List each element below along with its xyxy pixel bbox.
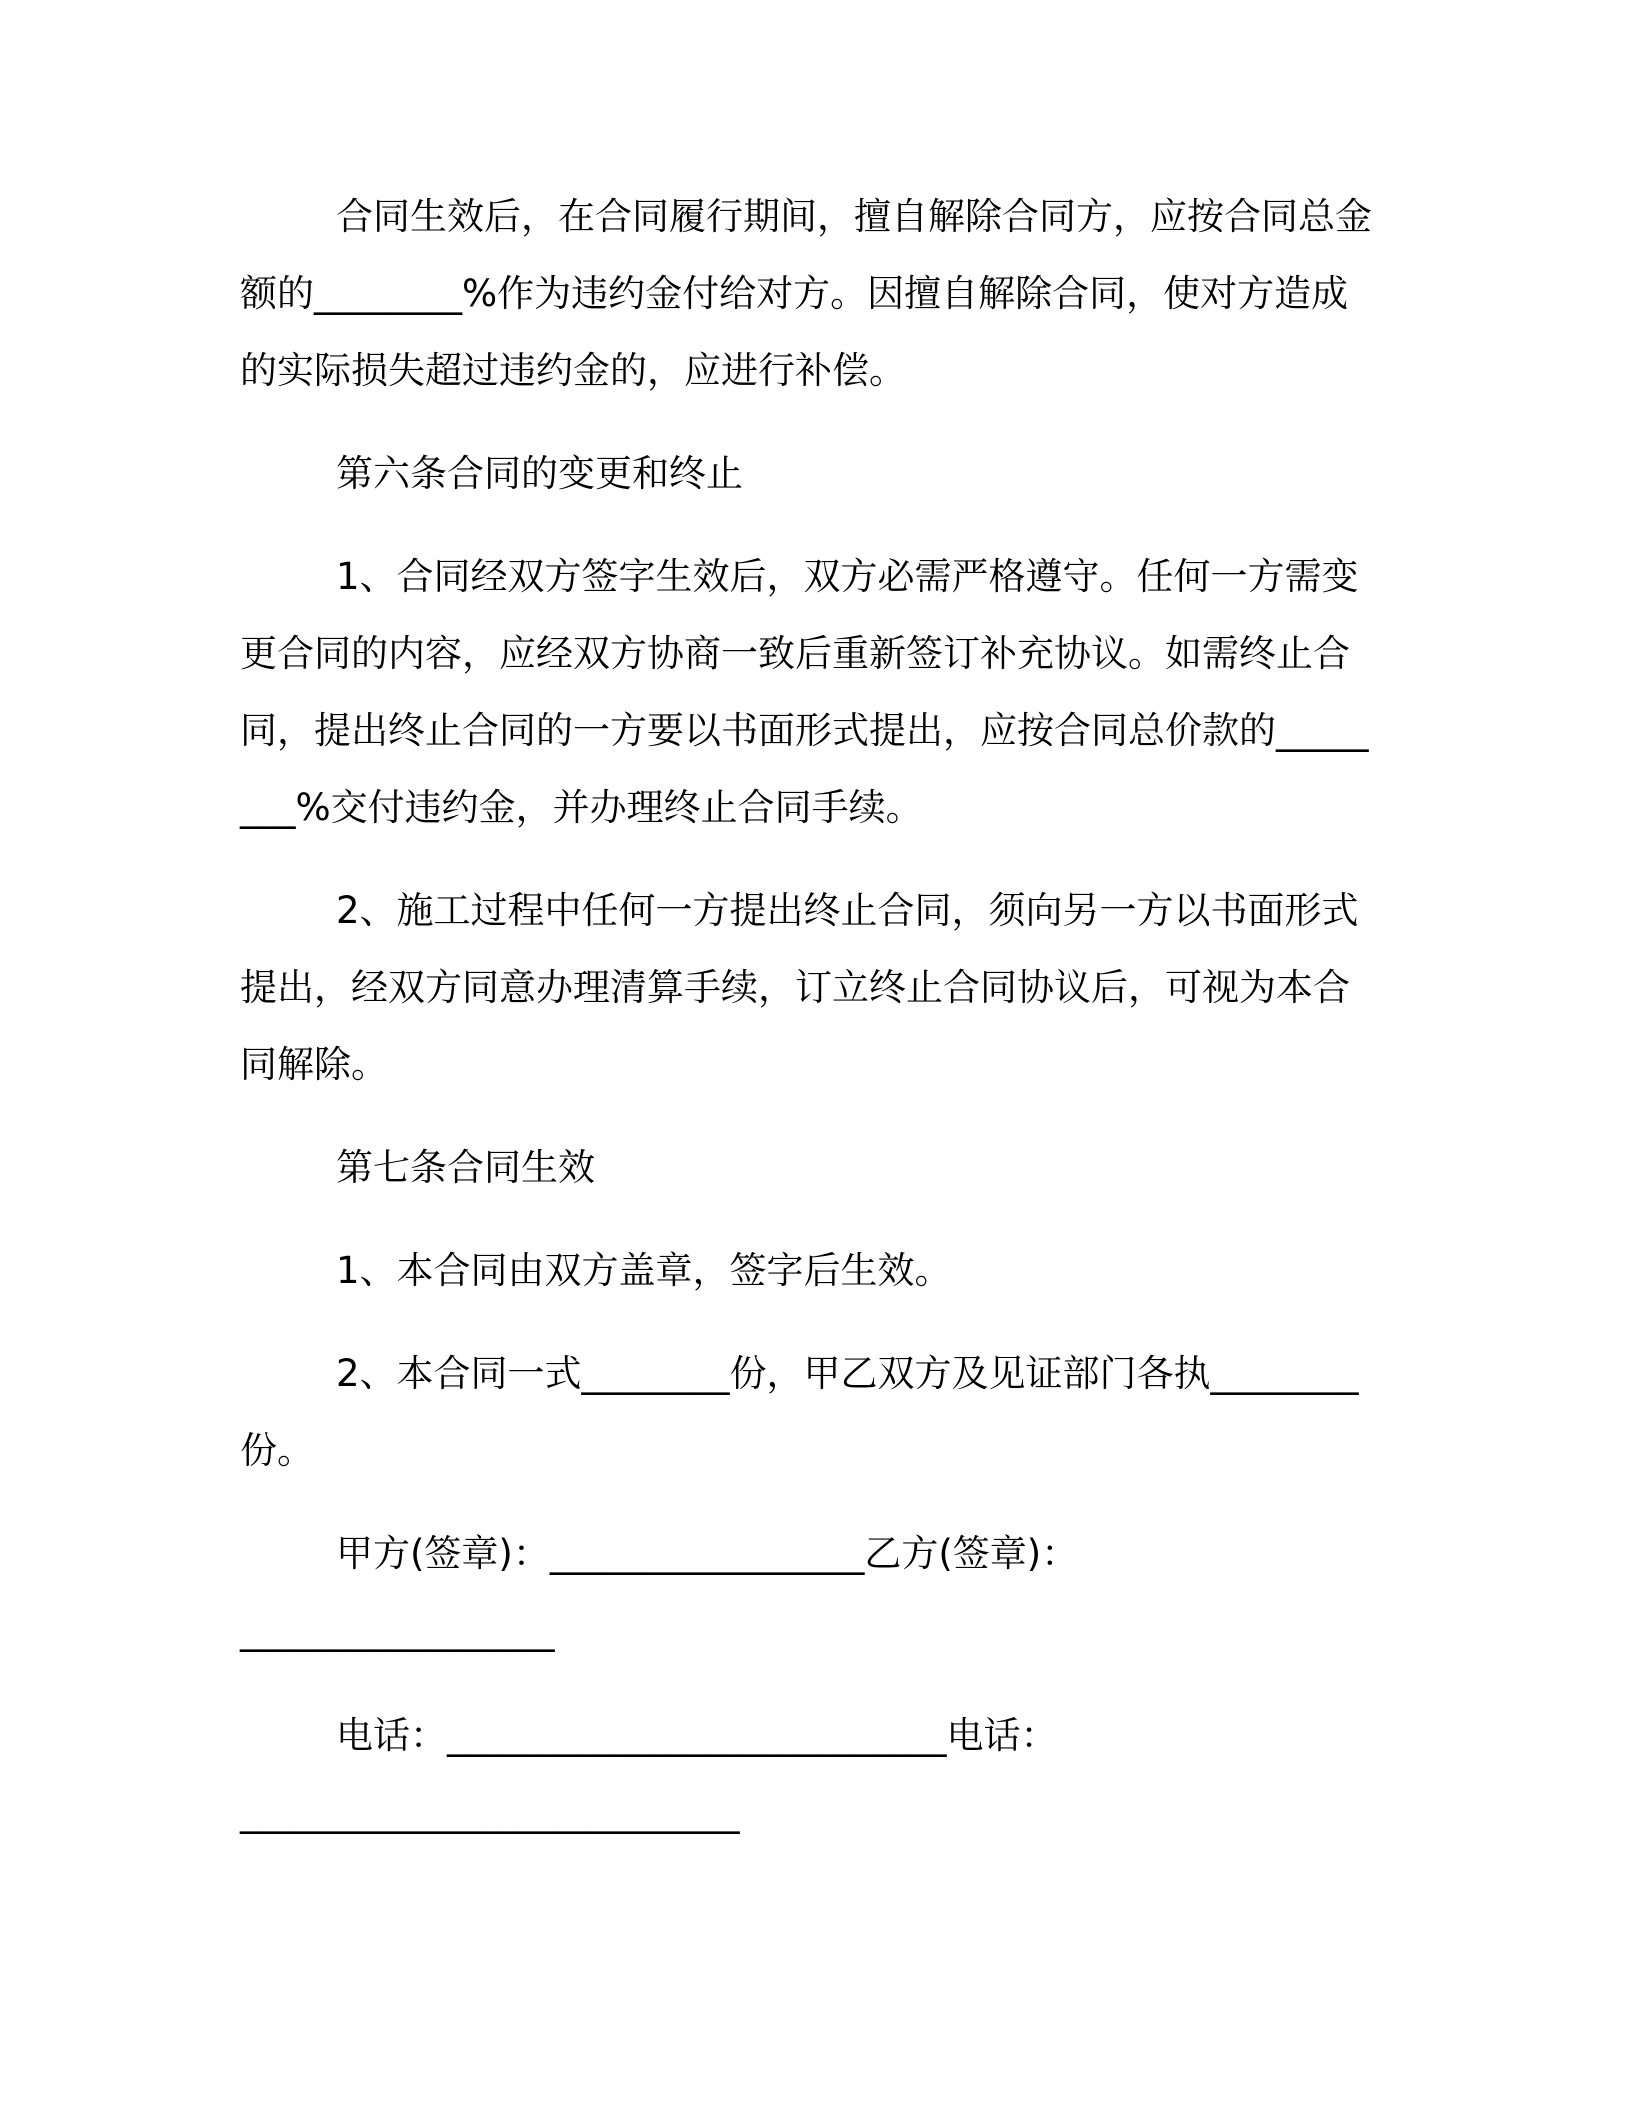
- article-seven-heading: 第七条合同生效: [336, 1146, 595, 1189]
- phone-line: 电话：___________________________电话：: [336, 1714, 1058, 1757]
- phone-line-blank: ___________________________: [240, 1791, 740, 1834]
- article-six-item-2: 2、施工过程中任何一方提出终止合同，须向另一方以书面形式提出，经双方同意办理清算手续，订立终止合同协议后，可视为本合同解除。: [240, 889, 1359, 1086]
- article-six-heading: 第六条合同的变更和终止: [336, 452, 743, 495]
- article-seven-item-1: 1、本合同由双方盖章，签字后生效。: [336, 1249, 952, 1292]
- signature-line-party-a: 甲方(签章)：_________________乙方(签章)：: [336, 1532, 1079, 1575]
- article-seven-item-2: 2、本合同一式________份，甲乙双方及见证部门各执________份。: [240, 1352, 1359, 1472]
- signature-line-party-b-blank: _________________: [240, 1609, 555, 1652]
- article-six-item-1: 1、合同经双方签字生效后，双方必需严格遵守。任何一方需变更合同的内容，应经双方协商一致后重新签订补充协议。如需终止合同，提出终止合同的一方要以书面形式提出，应按合同总价款的________%交付违约金，并办理终止合同手续。: [240, 555, 1369, 829]
- paragraph-breach-penalty: 合同生效后，在合同履行期间，擅自解除合同方，应按合同总金额的________%作为违约金付给对方。因擅自解除合同，使对方造成的实际损失超过违约金的，应进行补偿。: [240, 195, 1372, 392]
- document-body: [240, 178, 1380, 1851]
